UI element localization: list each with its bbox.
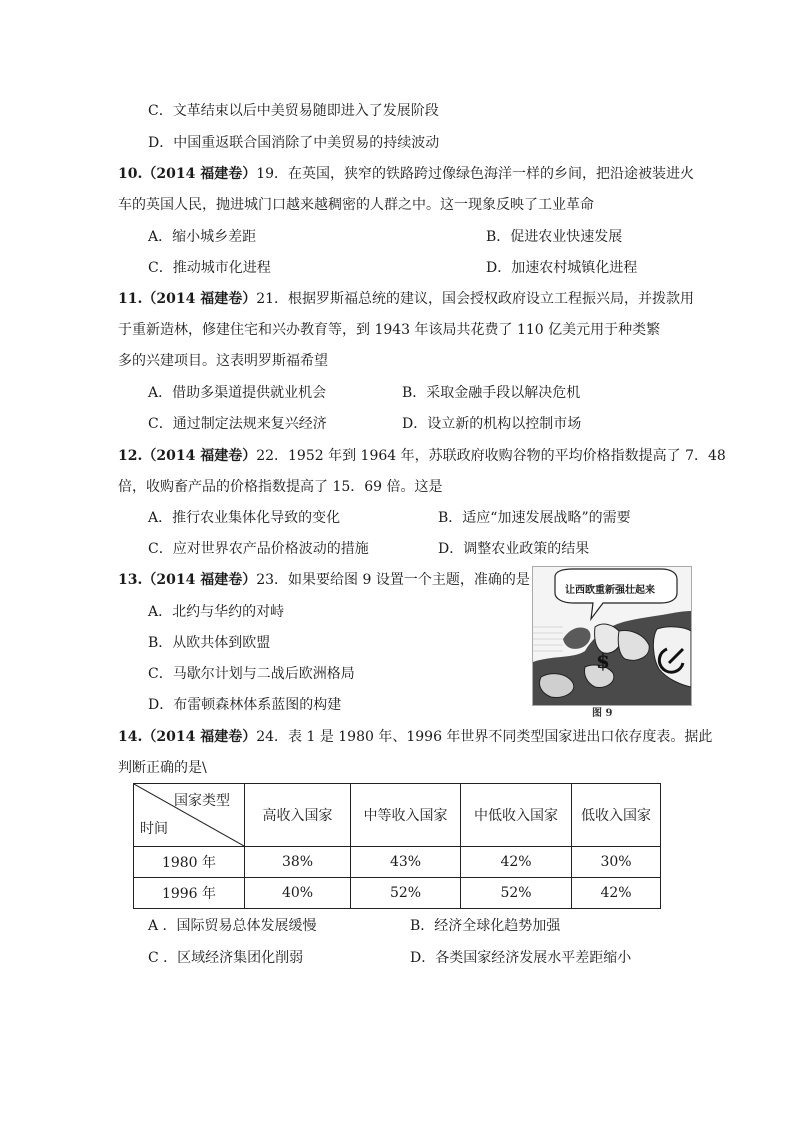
q14-option-a: A ．国际贸易总体发展缓慢	[148, 918, 317, 934]
q10-stem-line-2: 车的英国人民，抛进城门口越来越稠密的人群之中。这一现象反映了工业革命	[118, 197, 594, 213]
q14-stem-line-1	[118, 727, 712, 747]
question-source: （2014 福建卷）	[142, 291, 257, 307]
q12-option-a: A．推行农业集体化导致的变化	[148, 510, 341, 526]
table-cell: 38%	[245, 847, 351, 878]
dollar-sign-icon: $	[596, 649, 610, 673]
q12-option-d: D．调整农业政策的结果	[438, 541, 590, 557]
question-text: 23．如果要给图 9 设置一个主题，准确的是	[256, 572, 530, 588]
q10-option-b: B．促进农业快速发展	[486, 229, 623, 245]
q10-option-c: C．推动城市化进程	[148, 260, 271, 276]
column-header: 低收入国家	[572, 784, 661, 847]
q14-option-d: D．各类国家经济发展水平差距缩小	[410, 950, 632, 966]
q12-stem-line-1	[118, 446, 726, 466]
q13-stem-line-1	[118, 570, 530, 590]
q9-option-d: D．中国重返联合国消除了中美贸易的持续波动	[148, 135, 440, 151]
row-year: 1980 年	[134, 847, 245, 878]
q14-option-b: B．经济全球化趋势加强	[410, 918, 561, 934]
table-cell: 52%	[351, 878, 461, 909]
question-number: 14.	[118, 729, 143, 745]
figure-9-cartoon-map	[532, 566, 692, 706]
table-cell: 52%	[461, 878, 572, 909]
column-header: 中等收入国家	[351, 784, 461, 847]
question-source: （2014 福建卷）	[142, 448, 257, 464]
question-number: 11.	[118, 291, 143, 307]
table-row	[134, 878, 661, 909]
table-cell: 40%	[245, 878, 351, 909]
trade-dependency-table	[133, 783, 661, 909]
column-header: 高收入国家	[245, 784, 351, 847]
corner-label-time: 时间	[140, 821, 168, 837]
q13-option-d: D．布雷顿森林体系蓝图的构建	[148, 697, 342, 713]
q10-option-a: A．缩小城乡差距	[148, 229, 257, 245]
q14-stem-line-2: 判断正确的是\	[118, 760, 207, 776]
q12-stem-line-2: 倍，收购畜产品的价格指数提高了 15．69 倍。这是	[118, 479, 443, 495]
table-row	[134, 847, 661, 878]
q11-stem-line-2: 于重新造林，修建住宅和兴办教育等，到 1943 年该局共花费了 110 亿美元用于种类繁	[118, 322, 661, 338]
question-text: 19．在英国，狭窄的铁路跨过像绿色海洋一样的乡间，把沿途被装进火	[256, 166, 695, 182]
q12-option-b: B．适应“加速发展战略”的需要	[438, 510, 631, 526]
q11-option-c: C．通过制定法规来复兴经济	[148, 416, 327, 432]
q11-stem-line-3: 多的兴建项目。这表明罗斯福希望	[118, 353, 328, 369]
table-cell: 43%	[351, 847, 461, 878]
q10-stem-line-1	[118, 164, 694, 184]
question-number: 13.	[118, 572, 143, 588]
question-source: （2014 福建卷）	[142, 166, 257, 182]
question-source: （2014 福建卷）	[142, 572, 257, 588]
table-header-row	[134, 784, 661, 847]
column-header: 中低收入国家	[461, 784, 572, 847]
q12-option-c: C．应对世界农产品价格波动的措施	[148, 541, 369, 557]
figure-9-caption: 图 9	[592, 708, 613, 719]
q13-option-a: A．北约与华约的对峙	[148, 604, 285, 620]
corner-label-country-type: 国家类型	[174, 793, 230, 809]
table-cell: 42%	[461, 847, 572, 878]
question-text: 22．1952 年到 1964 年，苏联政府收购谷物的平均价格指数提高了 7．48	[256, 448, 726, 464]
question-number: 10.	[118, 166, 143, 182]
q13-option-b: B．从欧共体到欧盟	[148, 635, 271, 651]
table-cell: 42%	[572, 878, 661, 909]
q13-option-c: C．马歇尔计划与二战后欧洲格局	[148, 666, 355, 682]
table-corner-cell	[134, 784, 245, 847]
q14-option-c: C ．区域经济集团化削弱	[148, 950, 304, 966]
question-source: （2014 福建卷）	[142, 729, 257, 745]
q11-stem-line-1	[118, 289, 694, 309]
question-text: 24．表 1 是 1980 年、1996 年世界不同类型国家进出口依存度表。据此	[256, 729, 713, 745]
table-cell: 30%	[572, 847, 661, 878]
q11-option-d: D．设立新的机构以控制市场	[402, 416, 582, 432]
q9-option-c: C．文革结束以后中美贸易随即进入了发展阶段	[148, 103, 439, 119]
speech-bubble-text: 让西欧重新强壮起来	[565, 585, 655, 596]
question-text: 21．根据罗斯福总统的建议，国会授权政府设立工程振兴局，并拨款用	[256, 291, 695, 307]
row-year: 1996 年	[134, 878, 245, 909]
question-number: 12.	[118, 448, 143, 464]
q11-option-a: A．借助多渠道提供就业机会	[148, 385, 327, 401]
q11-option-b: B．采取金融手段以解决危机	[402, 385, 581, 401]
q10-option-d: D．加速农村城镇化进程	[486, 260, 638, 276]
